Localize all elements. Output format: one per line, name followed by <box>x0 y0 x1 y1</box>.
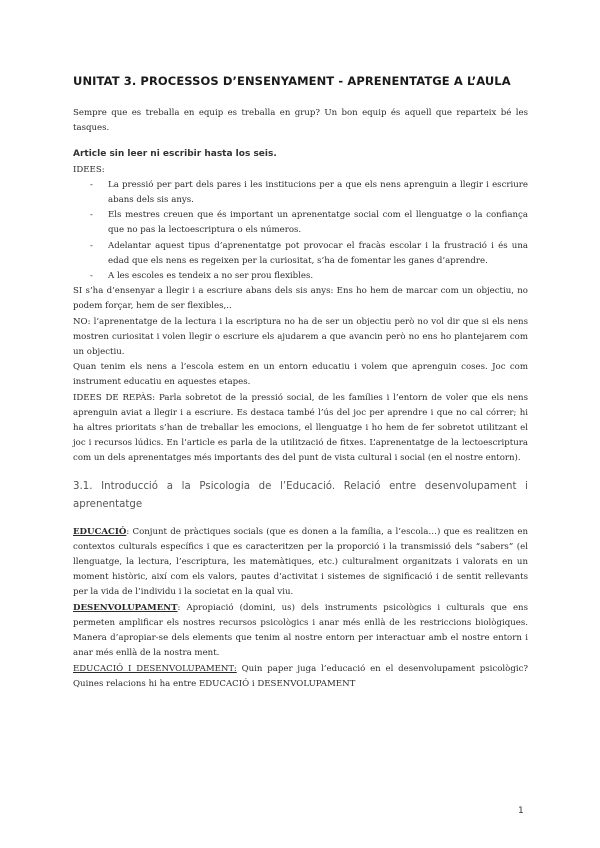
list-item: - La pressió per part dels pares i les institucions per a que els nens aprenguin a llegir i escriure abans dels sis anys. <box>108 178 528 208</box>
idees-list <box>73 178 528 284</box>
quan-paragraph: Quan tenim els nens a l’escola estem en un entorn educatiu i volem que aprenguin coses. Joc com instrument educatiu en aquestes etapes. <box>73 362 528 388</box>
document-body <box>73 106 528 692</box>
repas-paragraph: IDEES DE REPÀS: Parla sobretot de la pressió social, de les famílies i l’entorn de voler que els nens aprenguin aviat a llegir i a escriure. Es destaca també l’ús del joc per aprendre i que no cal córrer; hi ha altres prioritats s’han de treballar les emocions, el llenguatge i ho hem de fer sobretot utilitzant el joc i recursos lúdics. En l’article es parla de la utilització de fitxes. L’aprenentatge de la lectoescriptura com un dels aprenentatges més importants des del punt de vista cultural i social (en el nostre entorn). <box>73 392 528 464</box>
no-paragraph: NO: l’aprenentatge de la lectura i la escriptura no ha de ser un objectiu però no vol dir que si els nens mostren curiositat i volen llegir o escriure els ajudarem a que avancin però no ens ho plantejarem com un objectiu. <box>73 316 528 358</box>
desenvolupament-text: : Apropiació (domini, us) dels instruments psicològics i culturals que ens permeten amplificar els nostres recursos psicològics i anar més enllà de les restriccions biològiques. Manera d’apropiar-se dels elements que tenim al nostre entorn per interactuar amb el nostre entorn i anar més enllà de la nostra ment. <box>73 602 528 659</box>
educacio-term: EDUCACIÓ <box>73 526 127 537</box>
list-item: - Els mestres creuen que és important un aprenentatge social com el llenguatge o la confiança que no pas la lectoescriptura o els números. <box>108 208 528 238</box>
question-term: EDUCACIÓ I DESENVOLUPAMENT: <box>73 663 237 674</box>
educacio-definition <box>73 525 528 601</box>
section-title: 3.1. Introducció a la Psicologia de l’Educació. Relació entre desenvolupament i aprenentatge <box>73 480 528 510</box>
desenvolupament-definition <box>73 601 528 662</box>
question-paragraph <box>73 662 528 692</box>
page-title: UNITAT 3. PROCESSOS D’ENSENYAMENT - APRENENTATGE A L’AULA <box>73 74 511 88</box>
intro-paragraph: Sempre que es treballa en equip es treballa en grup? Un bon equip és aquell que reparteix bé les tasques. <box>73 108 528 134</box>
page-number: 1 <box>518 806 524 816</box>
list-item: - A les escoles es tendeix a no ser prou flexibles. <box>108 269 528 284</box>
article-title: Article sin leer ni escribir hasta los seis. <box>73 149 277 160</box>
list-item: - Adelantar aquest tipus d’aprenentatge pot provocar el fracàs escolar i la frustració i és una edad que els nens es regeixen per la curiositat, s’ha de fomentar les ganes d’aprendre. <box>108 239 528 269</box>
si-paragraph: SI s’ha d’ensenyar a llegir i a escriure abans dels sis anys: Ens ho hem de marcar com un objectiu, no podem forçar, hem de ser flexibles,.. <box>73 286 528 312</box>
question-text: Quin paper juga l’educació en el desenvolupament psicològic? Quines relacions hi ha entre EDUCACIÓ i DESENVOLUPAMENT <box>73 663 528 689</box>
desenvolupament-term: DESENVOLUPAMENT <box>73 602 178 613</box>
educacio-text: : Conjunt de pràctiques socials (que es donen a la família, a l’escola…) que es realitzen en contextos culturals específics i que es caracteritzen per la proporció i la transmissió dels “sabers” (el llenguatge, la lectura, l’escriptura, les matemàtiques, etc.) culturalment organitzats i valorats en un moment històric, així com els valors, pautes d’activitat i sistemes de significació i de sentit rellevants per la vida de l’individu i la societat en la qual viu. <box>73 526 528 598</box>
idees-label: IDEES: <box>73 164 105 175</box>
